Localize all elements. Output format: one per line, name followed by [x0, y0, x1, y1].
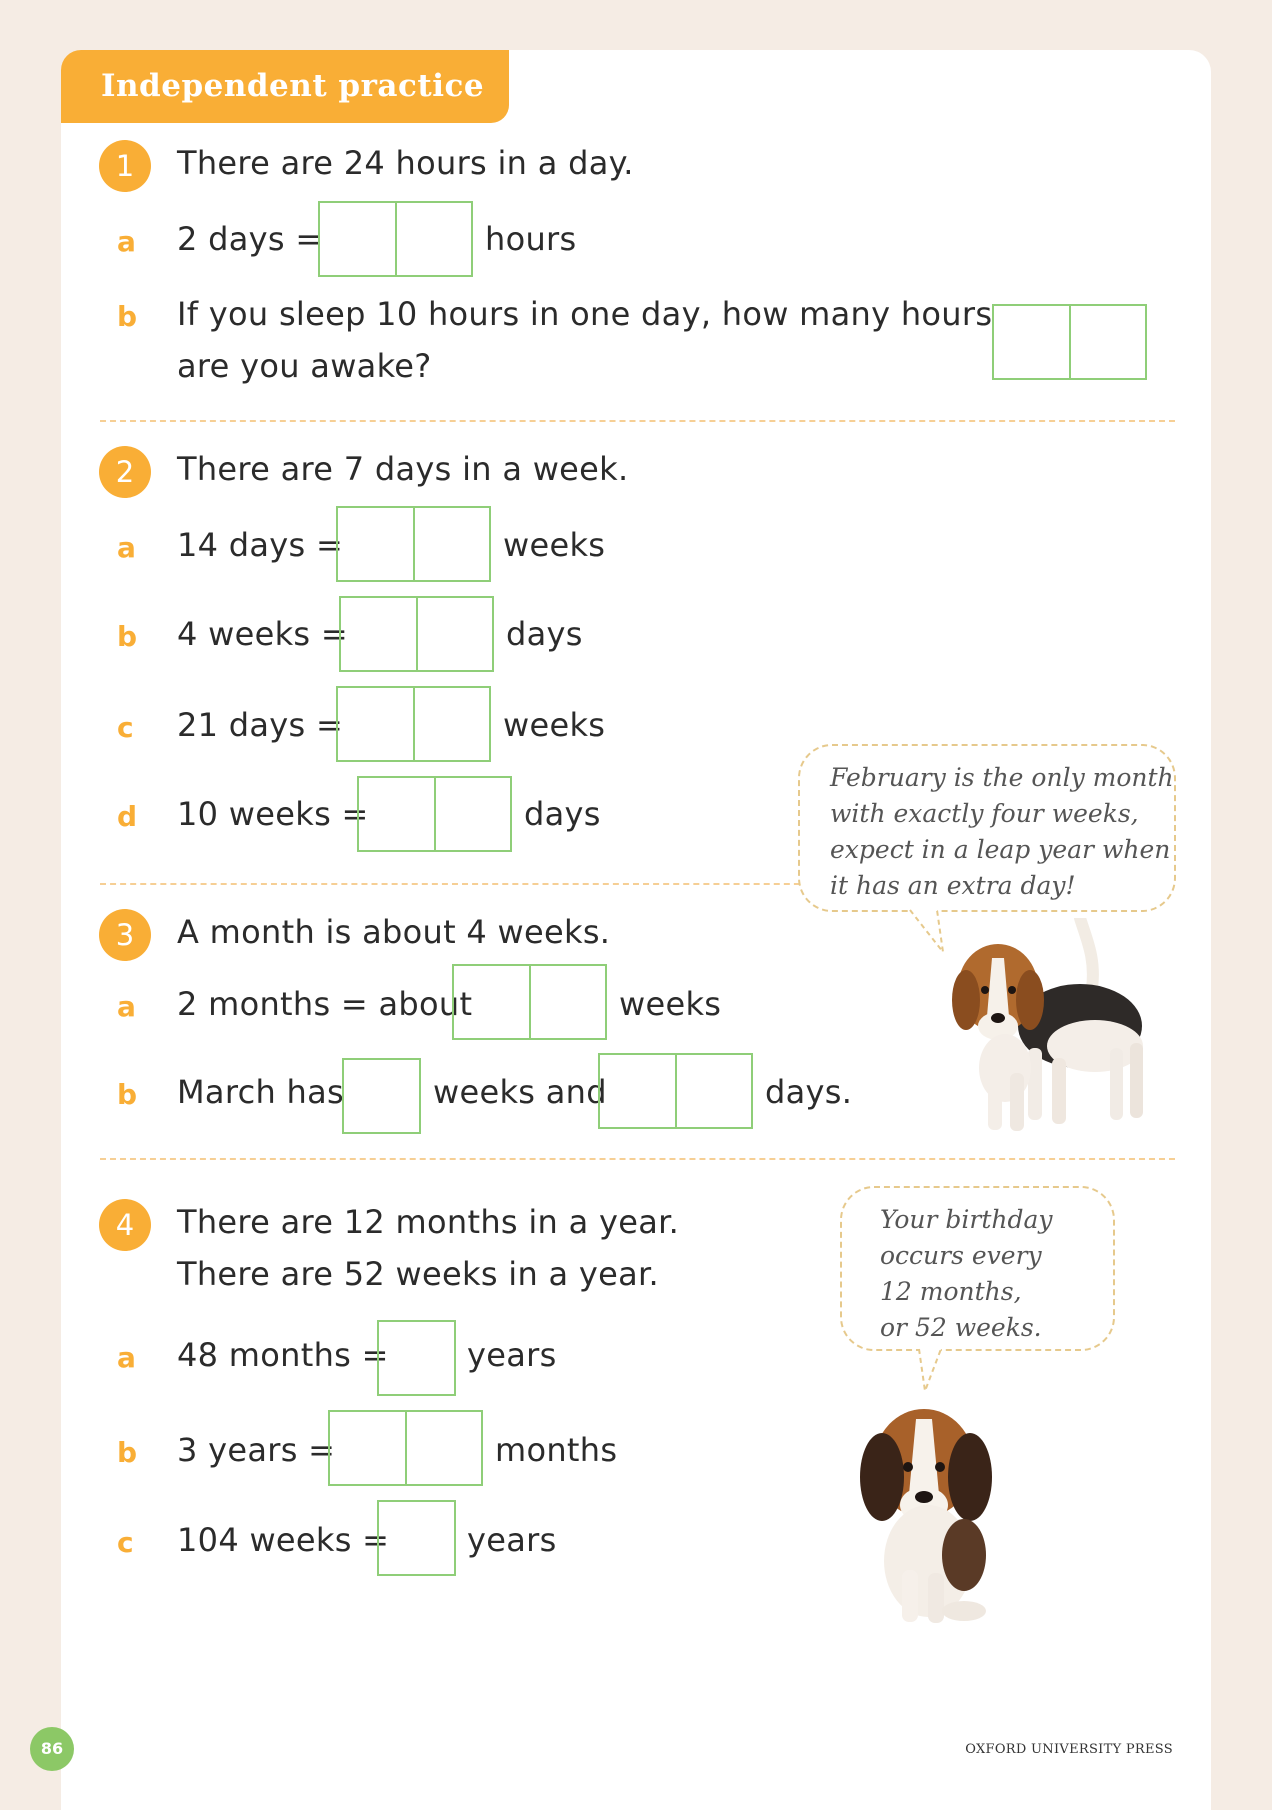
question-1a-text: 2 days =	[177, 220, 323, 258]
section-divider	[100, 883, 820, 885]
answer-box-1a[interactable]	[318, 201, 473, 277]
part-letter-4b: b	[117, 1436, 138, 1469]
bubble-line: 12 months,	[880, 1277, 1022, 1306]
question-1a-unit: hours	[485, 220, 577, 258]
publisher-label: OXFORD UNIVERSITY PRESS	[965, 1742, 1173, 1757]
question-3-stem: A month is about 4 weeks.	[177, 913, 611, 951]
question-2a-unit: weeks	[503, 526, 606, 564]
answer-box-2b[interactable]	[339, 596, 494, 672]
question-3a-unit: weeks	[619, 985, 722, 1023]
question-4a-text: 48 months =	[177, 1336, 389, 1374]
answer-box-1b[interactable]	[992, 304, 1147, 380]
answer-box-3b-weeks[interactable]	[342, 1058, 421, 1134]
answer-box-3b-days[interactable]	[598, 1053, 753, 1129]
speech-bubble-tail	[905, 1347, 955, 1397]
part-letter-4c: c	[117, 1526, 134, 1559]
bubble-line: Your birthday	[880, 1205, 1053, 1234]
question-2d-unit: days	[524, 795, 601, 833]
question-4c-unit: years	[467, 1521, 557, 1559]
bubble-line: expect in a leap year when	[830, 835, 1171, 864]
answer-box-2d[interactable]	[357, 776, 512, 852]
part-letter-3b: b	[117, 1078, 138, 1111]
question-3b-text: March has	[177, 1073, 344, 1111]
question-1-stem: There are 24 hours in a day.	[177, 144, 634, 182]
part-letter-4a: a	[117, 1341, 136, 1374]
question-3b-middle: weeks and	[433, 1073, 607, 1111]
question-4b-unit: months	[495, 1431, 618, 1469]
part-letter-1a: a	[117, 225, 136, 258]
part-letter-2c: c	[117, 711, 134, 744]
section-title: Independent practice	[61, 50, 509, 123]
question-1b-text-line1: If you sleep 10 hours in one day, how many hours	[177, 295, 993, 333]
answer-box-3a[interactable]	[452, 964, 607, 1040]
bubble-line: with exactly four weeks,	[830, 799, 1139, 828]
answer-box-4b[interactable]	[328, 1410, 483, 1486]
question-number-4: 4	[99, 1199, 151, 1251]
question-2b-text: 4 weeks =	[177, 615, 348, 653]
standing-beagle-image	[930, 918, 1162, 1138]
answer-box-2a[interactable]	[336, 506, 491, 582]
question-number-1: 1	[99, 140, 151, 192]
speech-bubble-february	[798, 744, 1176, 912]
part-letter-2b: b	[117, 620, 138, 653]
question-4c-text: 104 weeks =	[177, 1521, 390, 1559]
question-2d-text: 10 weeks =	[177, 795, 369, 833]
sitting-beagle-image	[852, 1405, 1002, 1627]
part-letter-1b: b	[117, 300, 138, 333]
question-2b-unit: days	[506, 615, 583, 653]
question-4-stem-line2: There are 52 weeks in a year.	[177, 1255, 660, 1293]
part-letter-3a: a	[117, 990, 136, 1023]
answer-box-4a[interactable]	[377, 1320, 456, 1396]
bubble-line: it has an extra day!	[830, 871, 1076, 900]
part-letter-2a: a	[117, 531, 136, 564]
answer-box-2c[interactable]	[336, 686, 491, 762]
section-divider	[100, 1158, 1175, 1160]
question-4-stem-line1: There are 12 months in a year.	[177, 1203, 680, 1241]
bubble-line: or 52 weeks.	[880, 1313, 1042, 1342]
question-2a-text: 14 days =	[177, 526, 344, 564]
question-4b-text: 3 years =	[177, 1431, 336, 1469]
question-number-3: 3	[99, 909, 151, 961]
question-3a-text: 2 months = about	[177, 985, 473, 1023]
question-1b-text-line2: are you awake?	[177, 347, 432, 385]
question-number-2: 2	[99, 446, 151, 498]
part-letter-2d: d	[117, 800, 138, 833]
question-2c-unit: weeks	[503, 706, 606, 744]
question-2-stem: There are 7 days in a week.	[177, 450, 629, 488]
question-4a-unit: years	[467, 1336, 557, 1374]
bubble-line: occurs every	[880, 1241, 1042, 1270]
speech-bubble-birthday	[840, 1186, 1115, 1351]
section-divider	[100, 420, 1175, 422]
bubble-line: February is the only month	[830, 763, 1174, 792]
page-number-badge: 86	[30, 1727, 74, 1771]
question-2c-text: 21 days =	[177, 706, 344, 744]
question-3b-unit: days.	[765, 1073, 853, 1111]
answer-box-4c[interactable]	[377, 1500, 456, 1576]
